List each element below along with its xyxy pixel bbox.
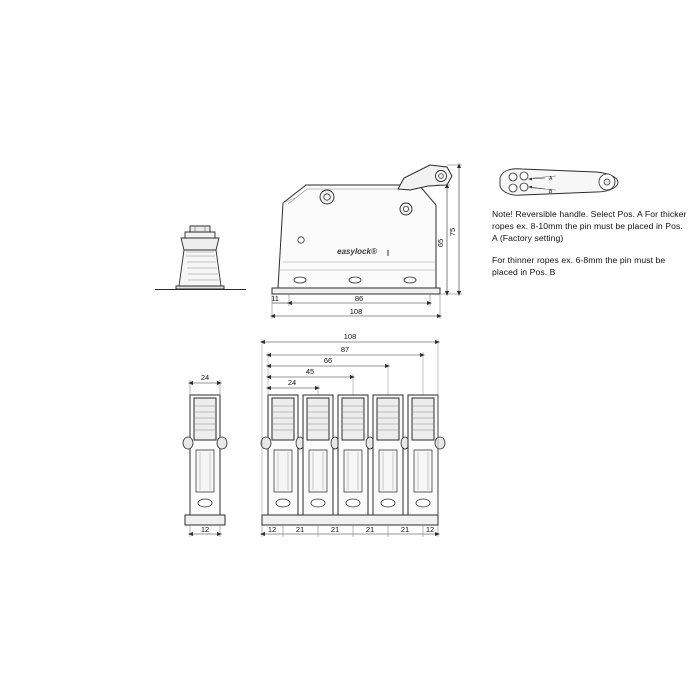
mount-hole-right [404, 277, 416, 283]
handle-end-pin [604, 179, 610, 185]
pivot-hole-small-inner [403, 206, 408, 211]
handle-hole-3 [509, 184, 517, 192]
dim-single-base: 12 [200, 525, 210, 534]
brand-logo-text: easylock® [337, 247, 377, 256]
winch-base [176, 286, 224, 289]
handle-hole-2 [520, 172, 528, 180]
notes-block [492, 208, 688, 278]
dim-single-width: 24 [200, 373, 210, 382]
handle-pos-a-label: A [549, 176, 553, 182]
gang-unit-4 [373, 395, 409, 515]
handle-hole-1 [509, 173, 517, 181]
dim-base-width: 108 [349, 307, 363, 316]
single-handle-plate [194, 398, 216, 440]
dim-gang-66: 66 [323, 356, 333, 365]
winch-cap [185, 232, 215, 238]
dim-gang-overall: 108 [343, 332, 357, 341]
handle-pos-b-label: B [549, 189, 553, 195]
gang-unit-1 [261, 395, 304, 515]
winch-part-view [155, 226, 246, 290]
handle-hole-4 [520, 183, 528, 191]
side-hole-mid [298, 237, 304, 243]
dim-base-seg-2: 21 [295, 525, 305, 534]
mount-hole-left [294, 277, 306, 283]
single-lug-right [217, 437, 227, 449]
clutch-side-view [272, 165, 452, 294]
handle-pivot-pin [439, 174, 444, 179]
pivot-hole-large-inner [324, 194, 330, 200]
dim-body-width: 86 [354, 294, 364, 303]
dim-base-seg-5: 21 [400, 525, 410, 534]
gang-unit-5 [408, 395, 445, 515]
dim-gang-24: 24 [287, 378, 297, 387]
gang-unit-3 [338, 395, 374, 515]
single-base [185, 515, 225, 525]
dim-height-inner: 65 [436, 238, 445, 248]
winch-top-nut [190, 226, 210, 232]
gang-base-dimensions [260, 525, 440, 537]
gang-base-plate [262, 515, 438, 525]
dim-gang-45: 45 [305, 367, 315, 376]
dim-gang-87: 87 [340, 345, 350, 354]
winch-drum-top [181, 238, 219, 250]
mount-hole-mid [349, 277, 361, 283]
dim-base-seg-4: 21 [365, 525, 375, 534]
dim-base-seg-1: 12 [267, 525, 277, 534]
dim-edge-offset: 11 [271, 294, 279, 303]
note-paragraph-2: For thinner ropes ex. 6-8mm the pin must be placed in Pos. B [492, 254, 666, 277]
single-groove [196, 450, 214, 492]
dim-base-seg-6: 12 [425, 525, 435, 534]
dim-base-seg-3: 21 [330, 525, 340, 534]
gang-unit-2 [303, 395, 339, 515]
single-lug-left [183, 437, 193, 449]
handle-detail-view [500, 169, 618, 195]
single-unit-front-view [183, 395, 227, 525]
gang-front-view [261, 395, 445, 525]
note-paragraph-1: Note! Reversible handle. Select Pos. A For thicker ropes ex. 8-10mm the pin must be placed in Pos. A (Factory setting) [492, 209, 687, 244]
dim-height-total: 75 [448, 227, 457, 237]
single-mount-hole [198, 499, 212, 507]
